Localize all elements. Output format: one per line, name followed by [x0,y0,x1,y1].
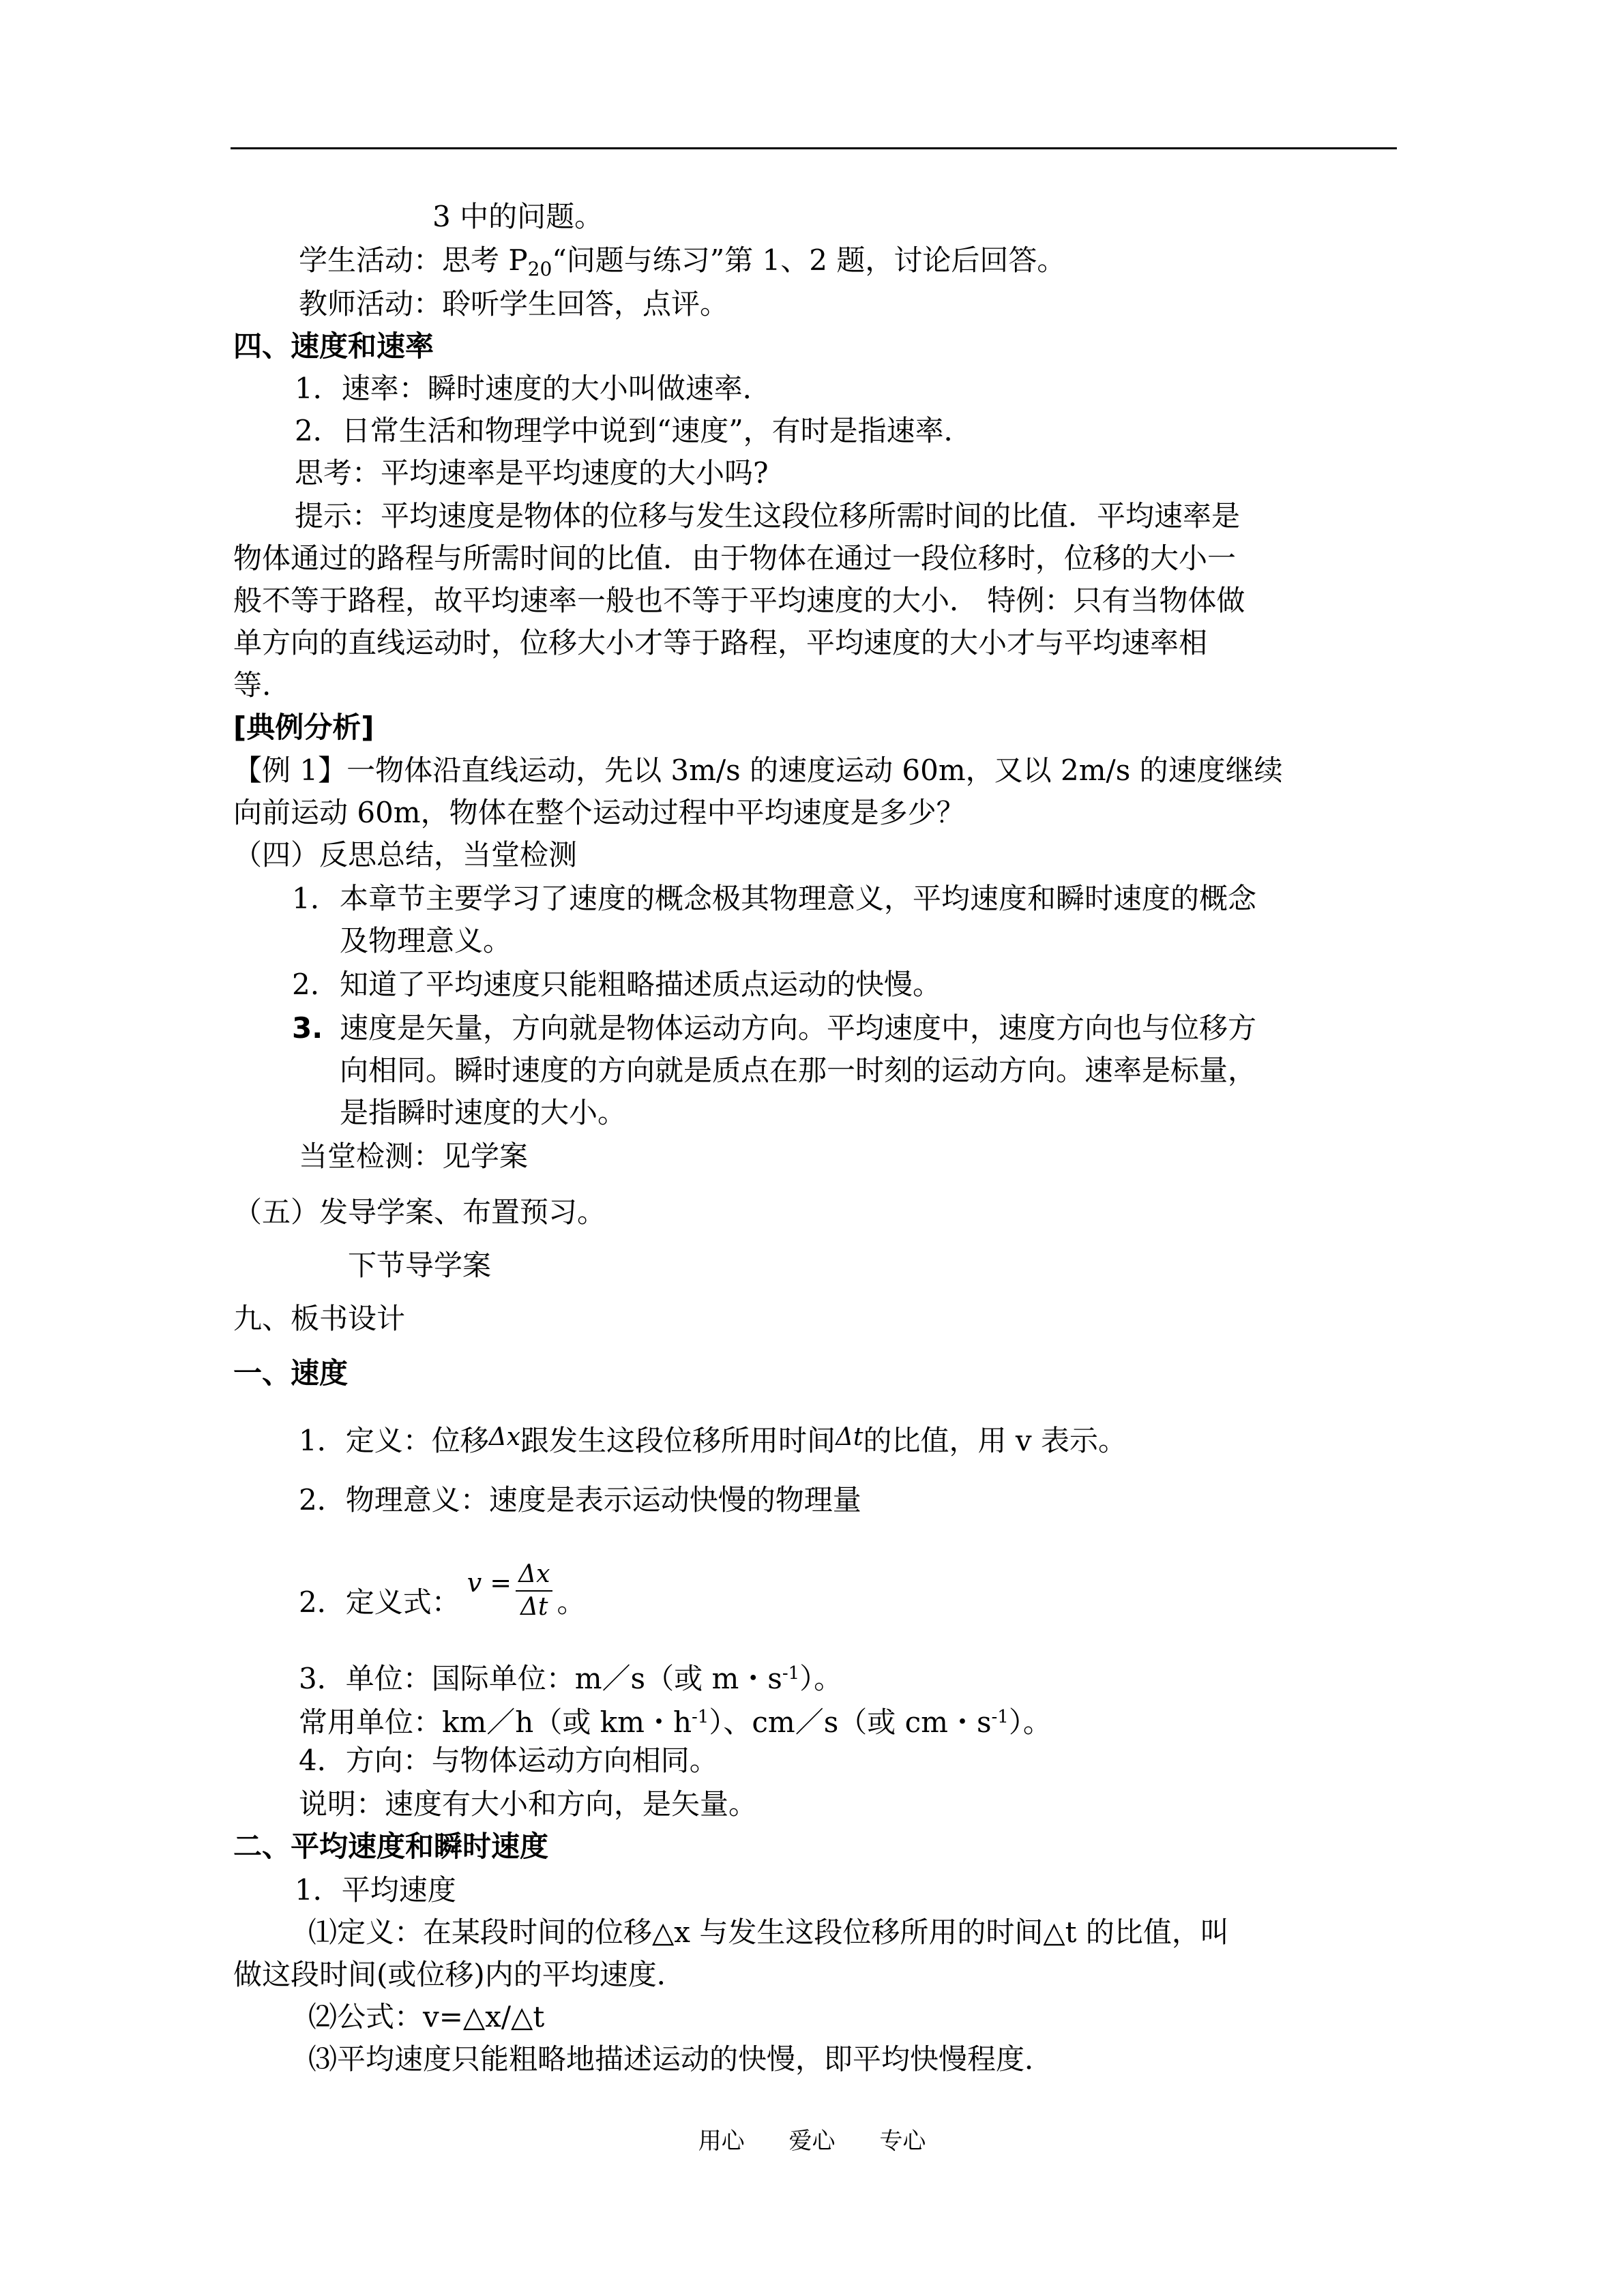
list-item: 是指瞬时速度的大小。 [340,1096,627,1129]
text-span: ）。 [799,1662,843,1695]
text-span: ）、cm／s（或 cm・s [709,1705,992,1739]
text-span: 1．定义：位移 [299,1424,489,1457]
footer-text: 爱心 [788,2128,836,2155]
text-line [299,1417,1127,1461]
section-heading: [典例分析] [233,711,374,744]
text-line: 1．平均速度 [295,1873,456,1907]
section-heading: 二、平均速度和瞬时速度 [233,1830,549,1863]
text-line [299,240,1065,290]
section-heading: 一、速度 [233,1356,349,1390]
superscript: -1 [991,1707,1009,1727]
superscript: -1 [782,1663,800,1684]
text-line: ⑶平均速度只能粗略地描述运动的快慢，即平均快慢程度． [308,2042,1054,2076]
footer-text: 用心 [698,2128,745,2155]
text-span: 2．定义式： [299,1585,460,1619]
text-line: 2．日常生活和物理学中说到“速度”，有时是指速率． [295,414,973,447]
text-span: ）。 [1008,1705,1052,1739]
text-span: 的比值，用 v 表示。 [863,1424,1127,1457]
list-number: 1. [292,882,320,915]
formula-lhs: v = [467,1568,512,1598]
delta-x-symbol: Δx [488,1423,521,1451]
text-span: 学生活动：思考 P [299,243,528,277]
text-line [299,1697,1052,1743]
list-item: 速度是矢量，方向就是物体运动方向。平均速度中，速度方向也与位移方 [340,1011,1257,1045]
list-item: 向相同。瞬时速度的方向就是质点在那一时刻的运动方向。速率是标量， [340,1054,1257,1087]
text-line: 物体通过的路程与所需时间的比值．由于物体在通过一段位移时，位移的大小一 [233,541,1237,575]
text-span: 跟发生这段位移所用时间 [520,1424,836,1457]
header-rule [231,147,1397,149]
text-line: （五）发导学案、布置预习。 [233,1195,606,1229]
text-line: （四）反思总结，当堂检测 [233,838,578,871]
list-item: 知道了平均速度只能粗略描述质点运动的快慢。 [340,968,942,1001]
text-span: 常用单位：km／h（或 km・h [299,1705,692,1739]
text-line: 等. [233,668,271,702]
list-item: 本章节主要学习了速度的概念极其物理意义，平均速度和瞬时速度的概念 [340,882,1257,915]
text-line [299,1653,842,1699]
text-line: 当堂检测：见学案 [299,1139,529,1173]
text-line: ⑵公式：v=△x/△t [308,2000,545,2033]
list-number: 3. [292,1011,323,1045]
superscript: -1 [692,1707,709,1727]
text-line: 2．物理意义：速度是表示运动快慢的物理量 [299,1483,861,1517]
text-span: 。 [557,1585,586,1619]
text-span: 3．单位：国际单位：m／s（或 m・s [299,1662,782,1695]
formula-fraction [516,1559,552,1623]
text-line: 3 中的问题。 [432,200,604,233]
section-heading: 四、速度和速率 [233,329,434,363]
text-span: “问题与练习”第 1、2 题，讨论后回答。 [552,243,1066,277]
text-line: 教师活动：聆听学生回答，点评。 [299,287,729,320]
example-line: 【例 1】一物体沿直线运动，先以 3m/s 的速度运动 60m，又以 2m/s 的速度继续 [233,754,1283,787]
subscript: 20 [527,258,552,280]
delta-t-symbol: Δt [836,1423,863,1451]
formula-line [299,1545,585,1640]
fraction-denominator: Δt [520,1593,548,1621]
text-line: 说明：速度有大小和方向，是矢量。 [299,1787,758,1821]
footer-text: 专心 [879,2128,926,2155]
text-line: 做这段时间(或位移)内的平均速度． [233,1958,685,1991]
text-line: 九、板书设计 [233,1302,406,1335]
text-line: 般不等于路程，故平均速率一般也不等于平均速度的大小． 特例：只有当物体做 [233,584,1245,617]
example-line: 向前运动 60m，物体在整个运动过程中平均速度是多少？ [233,796,965,829]
page-footer [0,2124,1624,2158]
text-line: 提示：平均速度是物体的位移与发生这段位移所需时间的比值．平均速率是 [295,499,1241,533]
text-line: 4．方向：与物体运动方向相同。 [299,1744,718,1777]
text-line: ⑴定义：在某段时间的位移△x 与发生这段位移所用的时间△t 的比值，叫 [308,1915,1229,1949]
list-number: 2. [292,968,320,1001]
text-line: 思考：平均速率是平均速度的大小吗? [295,456,769,490]
fraction-numerator: Δx [516,1559,552,1592]
text-line: 1．速率：瞬时速度的大小叫做速率． [295,372,771,405]
text-line: 单方向的直线运动时，位移大小才等于路程，平均速度的大小才与平均速率相 [233,626,1208,659]
text-line: 下节导学案 [348,1249,492,1282]
list-item: 及物理意义。 [340,924,512,957]
